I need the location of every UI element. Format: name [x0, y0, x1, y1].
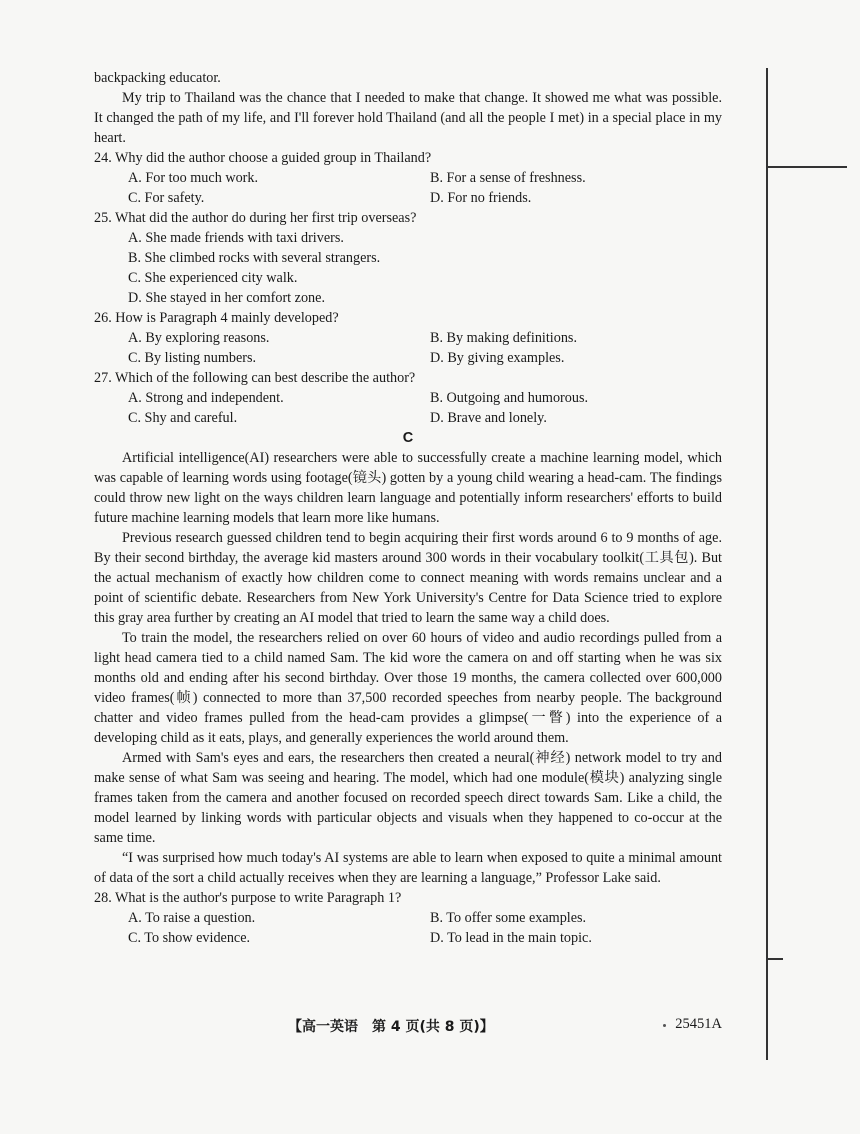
question-stem: 25. What did the author do during her first trip overseas?	[94, 210, 417, 226]
option-b: B. For a sense of freshness.	[430, 170, 586, 186]
passage-b-tail-line: backpacking educator.	[94, 70, 221, 86]
margin-tick-top	[767, 166, 847, 168]
question-stem: 24. Why did the author choose a guided group in Thailand?	[94, 150, 432, 166]
question-27	[94, 368, 722, 428]
option-a: A. To raise a question.	[128, 910, 256, 926]
passage-c-paragraph-3: To train the model, the researchers relied on over 60 hours of video and audio recordings pulled from a light head camera tied to a child named Sam. The kid wore the camera on and off starting when he was six months old and ending after his second birthday. Over those 19 months, the camera collected over 600,000 video frames(帧) connected to more than 37,500 recorded speeches from nearby people. The background chatter and video frames pulled from the head-cam provides a glimpse(一瞥) into the experience of a developing child as it eats, plays, and generally experiences the world around them.	[94, 630, 722, 746]
option-b: B. To offer some examples.	[430, 910, 587, 926]
margin-tick-bottom	[767, 958, 783, 960]
scan-speck	[663, 1024, 666, 1027]
passage-c-paragraph-1: Artificial intelligence(AI) researchers were able to successfully create a machine learning model, which was capable of learning words using footage(镜头) gotten by a young child wearing a head-cam. The findings could throw new light on the ways children learn language and potentially inform researchers' efforts to build future machine learning models that learn more like humans.	[94, 450, 722, 526]
option-c: C. To show evidence.	[128, 930, 251, 946]
question-stem: 27. Which of the following can best describe the author?	[94, 370, 416, 386]
passage-b-final-paragraph: My trip to Thailand was the chance that I needed to make that change. It showed me what was possible. It changed the path of my life, and I'll forever hold Thailand (and all the people I met) in a special place in my heart.	[94, 90, 722, 146]
passage-c-paragraph-4: Armed with Sam's eyes and ears, the researchers then created a neural(神经) network model to try and make sense of what Sam was seeing and hearing. The model, which had one module(模块) analyzing single frames taken from the camera and another focused on recorded speech direct towards Sam. Like a child, the model learned by linking words with particular objects and visuals when they happened to co-occur at the same time.	[94, 750, 722, 846]
paper-code: 25451A	[675, 1016, 722, 1032]
passage-c-paragraph-5: “I was surprised how much today's AI systems are able to learn when exposed to quite a minimal amount of data of the sort a child actually receives when they are learning a language,” Professor Lake said.	[94, 850, 722, 886]
option-d: D. To lead in the main topic.	[430, 930, 592, 946]
page-label: 【高一英语 第 4 页(共 8 页)】	[288, 1019, 494, 1035]
page-footer	[94, 1016, 722, 1038]
passage-c-paragraph-2: Previous research guessed children tend to begin acquiring their first words around 6 to 9 months of age. By their second birthday, the average kid masters around 300 words in their vocabulary toolkit(工具包). But the actual mechanism of exactly how children come to connect meaning with words remains unclear and a point of scientific debate. Researchers from New York University's Centre for Data Science tried to explore this gray area further by creating an AI model that tried to learn the same way a child does.	[94, 530, 722, 626]
option-d: D. By giving examples.	[430, 350, 565, 366]
question-24	[94, 148, 722, 208]
question-stem: 28. What is the author's purpose to write Paragraph 1?	[94, 890, 402, 906]
question-25	[94, 208, 722, 308]
option-c: C. She experienced city walk.	[128, 270, 298, 286]
section-heading-c: C	[402, 430, 414, 446]
option-a: A. She made friends with taxi drivers.	[128, 230, 344, 246]
option-d: D. Brave and lonely.	[430, 410, 547, 426]
option-b: B. By making definitions.	[430, 330, 577, 346]
question-28	[94, 888, 722, 948]
option-b: B. She climbed rocks with several strangers.	[128, 250, 381, 266]
option-d: D. For no friends.	[430, 190, 532, 206]
question-26	[94, 308, 722, 368]
option-c: C. For safety.	[128, 190, 205, 206]
binding-margin-line	[766, 68, 768, 1060]
option-b: B. Outgoing and humorous.	[430, 390, 589, 406]
question-stem: 26. How is Paragraph 4 mainly developed?	[94, 310, 339, 326]
option-c: C. Shy and careful.	[128, 410, 238, 426]
option-a: A. For too much work.	[128, 170, 259, 186]
option-d: D. She stayed in her comfort zone.	[128, 290, 325, 306]
exam-page	[94, 68, 722, 948]
option-a: A. Strong and independent.	[128, 390, 284, 406]
option-c: C. By listing numbers.	[128, 350, 257, 366]
option-a: A. By exploring reasons.	[128, 330, 270, 346]
